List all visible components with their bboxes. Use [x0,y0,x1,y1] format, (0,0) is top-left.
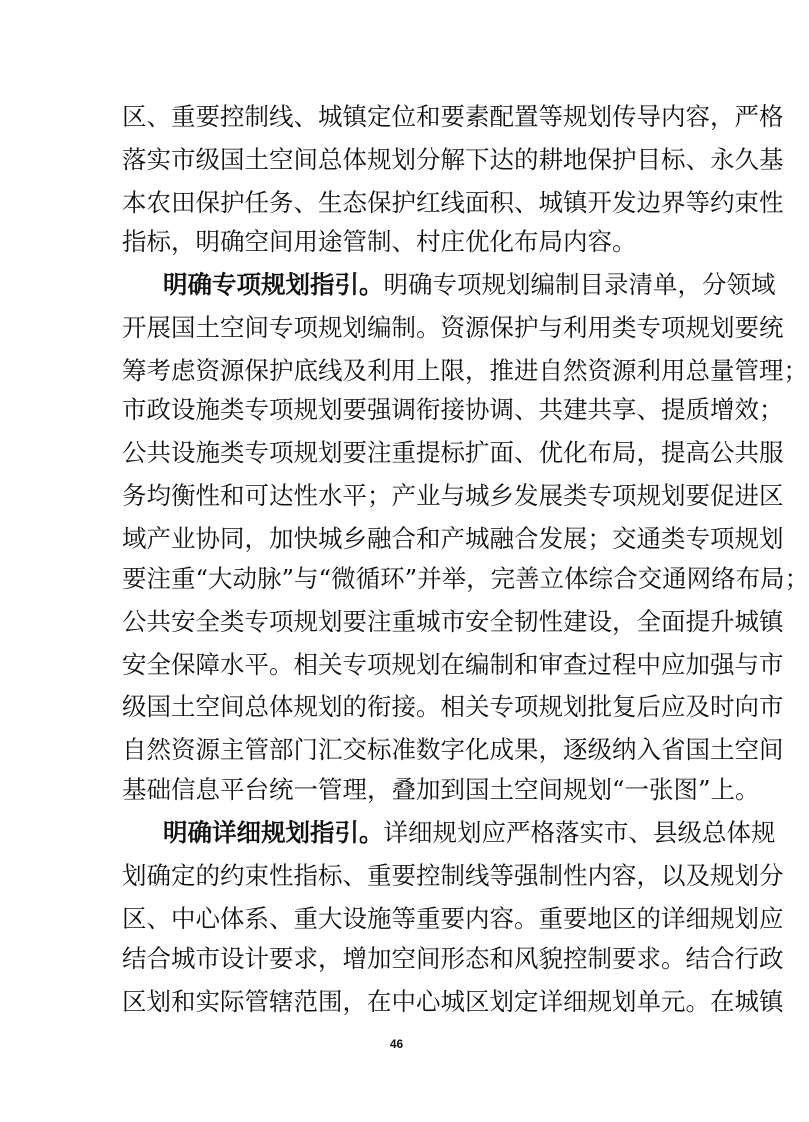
paragraph-heading-line [163,270,776,300]
paragraph-heading-line [163,818,776,848]
body-text-line: 务均衡性和可达性水平；产业与城乡发展类专项规划要促进区 [122,481,784,510]
page-number: 46 [389,1037,404,1051]
body-text-line: 市政设施类专项规划要强调衔接协调、共建共享、提质增效； [122,395,784,424]
body-text-line: 指标，明确空间用途管制、村庄优化布局内容。 [122,227,637,256]
body-text-line: 域产业协同，加快城乡融合和产城融合发展；交通类专项规划 [122,524,784,553]
body-text-line: 公共设施类专项规划要注重提标扩面、优化布局，提高公共服 [122,438,784,467]
body-text-line: 本农田保护任务、生态保护红线面积、城镇开发边界等约束性 [122,188,784,217]
body-text-line: 结合城市设计要求，增加空间形态和风貌控制要求。结合行政 [122,944,784,973]
body-text-line: 区、中心体系、重大设施等重要内容。重要地区的详细规划应 [122,904,784,933]
body-text-line: 区划和实际管辖范围，在中心城区划定详细规划单元。在城镇 [122,987,784,1016]
body-text-line: 安全保障水平。相关专项规划在编制和审查过程中应加强与市 [122,650,784,679]
body-text-line: 划确定的约束性指标、重要控制线等强制性内容，以及规划分 [122,861,784,890]
paragraph-lead-rest: 详细规划应严格落实市、县级总体规 [383,818,776,847]
body-text-line: 区、重要控制线、城镇定位和要素配置等规划传导内容，严格 [122,102,784,131]
body-text-line: 自然资源主管部门汇交标准数字化成果，逐级纳入省国土空间 [122,735,784,764]
body-text-line: 公共安全类专项规划要注重城市安全韧性建设，全面提升城镇 [122,607,784,636]
paragraph-lead-heading: 明确专项规划指引。 [163,270,384,299]
paragraph-lead-rest: 明确专项规划编制目录清单，分领域 [383,270,776,299]
body-text-line: 落实市级国土空间总体规划分解下达的耕地保护目标、永久基 [122,145,784,174]
body-text-line: 级国土空间总体规划的衔接。相关专项规划批复后应及时向市 [122,692,784,721]
body-text-line: 筹考虑资源保护底线及利用上限，推进自然资源利用总量管理； [122,356,808,385]
body-text-line: 开展国土空间专项规划编制。资源保护与利用类专项规划要统 [122,313,784,342]
body-text-line: 基础信息平台统一管理，叠加到国土空间规划“一张图”上。 [122,775,760,804]
body-text-line: 要注重“大动脉”与“微循环”并举，完善立体综合交通网络布局； [122,564,809,593]
paragraph-lead-heading: 明确详细规划指引。 [163,818,384,847]
